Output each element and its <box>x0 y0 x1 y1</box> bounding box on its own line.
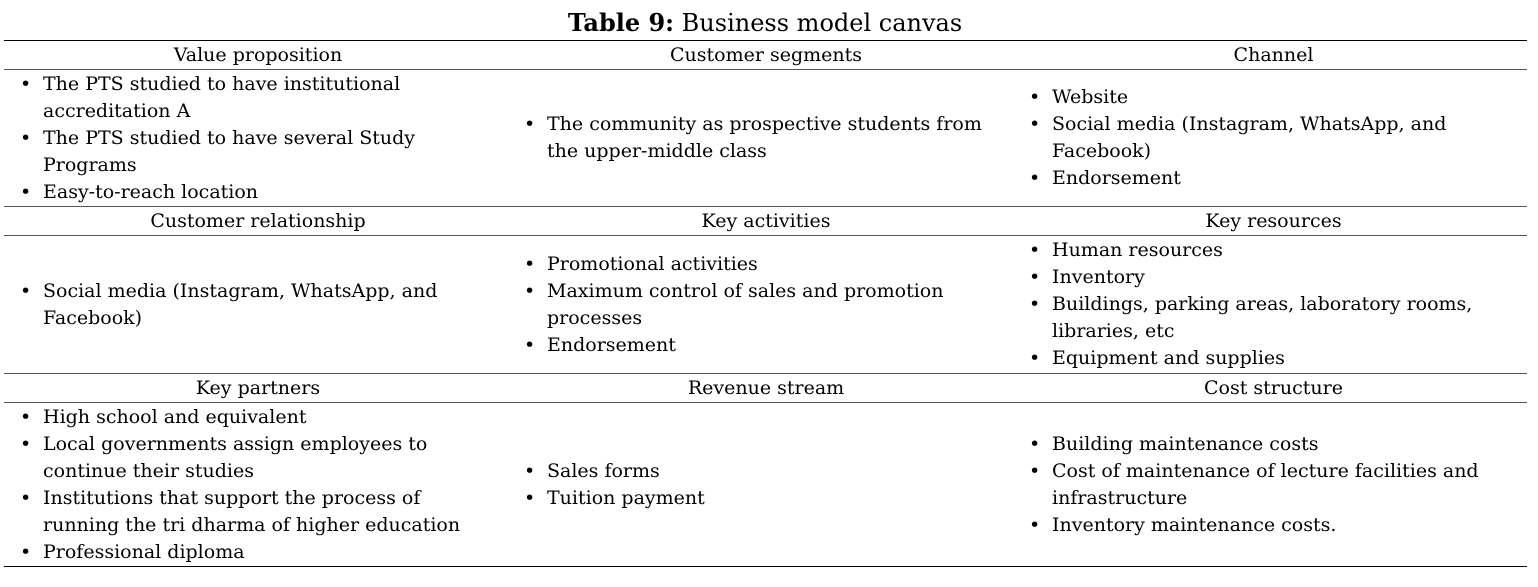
table-cell <box>1052 236 1523 373</box>
table-cell <box>547 70 1016 206</box>
list-item <box>547 332 1016 359</box>
list-item-text: Endorsement <box>1052 167 1181 189</box>
table-caption <box>0 8 1530 38</box>
list-item-text: infrastructure <box>1052 486 1188 509</box>
bullet-list <box>547 111 1016 165</box>
list-item-text: Local governments assign employees to <box>43 432 428 455</box>
list-item <box>43 431 508 485</box>
list-item <box>43 71 508 125</box>
list-item-text: Human resources <box>1052 239 1223 261</box>
list-item-text: Professional diploma <box>43 540 245 563</box>
list-item-text: Social media (Instagram, WhatsApp, and <box>43 279 438 302</box>
list-item <box>1052 264 1523 291</box>
table-cell <box>43 236 508 373</box>
list-item-text: Promotional activities <box>547 252 758 275</box>
list-item-text: Facebook) <box>1052 140 1152 162</box>
bullet-list <box>1052 237 1523 372</box>
bullet-list <box>1052 431 1523 539</box>
list-item-text: Buildings, parking areas, laboratory rooms, <box>1052 293 1473 315</box>
list-item <box>1052 458 1523 512</box>
bullet-list <box>547 458 1016 512</box>
list-item-text: Facebook) <box>43 306 143 329</box>
list-item <box>1052 512 1523 539</box>
column-header: Key resources <box>1205 210 1342 232</box>
list-item <box>547 278 1016 332</box>
list-item-text: continue their studies <box>43 459 254 482</box>
list-item <box>1052 291 1523 345</box>
list-item-text: High school and equivalent <box>43 405 307 428</box>
list-item-text: the upper-middle class <box>547 140 767 162</box>
column-header: Value proposition <box>173 44 343 66</box>
list-item-text: processes <box>547 306 643 329</box>
list-item <box>1052 84 1523 111</box>
caption-label: Table 9: <box>567 8 675 37</box>
list-item <box>547 458 1016 485</box>
list-item-text: Tuition payment <box>547 486 705 509</box>
table-cell <box>547 403 1016 566</box>
list-item <box>1052 345 1523 372</box>
bullet-list <box>547 251 1016 359</box>
bullet-list <box>1052 84 1523 192</box>
list-item-text: Institutions that support the process of <box>43 486 421 509</box>
list-item <box>547 485 1016 512</box>
list-item-text: accreditation A <box>43 99 191 122</box>
caption-title: Business model canvas <box>681 9 963 37</box>
list-item-text: Cost of maintenance of lecture facilities and <box>1052 459 1479 482</box>
bullet-list <box>43 278 508 332</box>
column-header: Customer relationship <box>150 210 366 232</box>
column-header: Key activities <box>701 210 831 232</box>
bullet-list <box>43 404 508 566</box>
column-header: Customer segments <box>669 44 863 66</box>
list-item-text: Endorsement <box>547 333 676 356</box>
list-item-text: running the tri dharma of higher education <box>43 513 461 536</box>
list-item-text: Building maintenance costs <box>1052 432 1319 455</box>
table-rule <box>4 40 1527 41</box>
table-cell <box>43 70 508 206</box>
list-item <box>43 485 508 539</box>
table-cell <box>43 403 508 566</box>
list-item <box>1052 165 1523 192</box>
column-header: Channel <box>1233 44 1314 66</box>
table-rule <box>4 373 1527 374</box>
list-item-text: Easy-to-reach location <box>43 180 259 203</box>
list-item-text: libraries, etc <box>1052 320 1175 342</box>
table-rule <box>4 566 1527 567</box>
column-header: Key partners <box>195 377 321 399</box>
table-cell <box>1052 70 1523 206</box>
table-rule <box>4 206 1527 207</box>
list-item <box>1052 431 1523 458</box>
list-item-text: Inventory maintenance costs. <box>1052 513 1337 536</box>
table-cell <box>1052 403 1523 566</box>
list-item <box>43 179 508 206</box>
list-item-text: Website <box>1052 86 1129 108</box>
list-item-text: The PTS studied to have institutional <box>43 72 401 95</box>
list-item <box>43 278 508 332</box>
bullet-list <box>43 71 508 206</box>
list-item-text: Maximum control of sales and promotion <box>547 279 944 302</box>
list-item-text: Inventory <box>1052 266 1145 288</box>
list-item <box>547 251 1016 278</box>
list-item <box>43 125 508 179</box>
list-item <box>1052 111 1523 165</box>
list-item-text: The community as prospective students from <box>547 113 982 135</box>
column-header: Cost structure <box>1204 377 1343 399</box>
list-item-text: Equipment and supplies <box>1052 347 1285 369</box>
list-item <box>43 404 508 431</box>
table-cell <box>547 236 1016 373</box>
list-item-text: Sales forms <box>547 459 660 482</box>
list-item-text: The PTS studied to have several Study <box>43 126 415 149</box>
list-item <box>547 111 1016 165</box>
list-item-text: Programs <box>43 153 137 176</box>
column-header: Revenue stream <box>687 377 845 399</box>
list-item <box>1052 237 1523 264</box>
list-item <box>43 539 508 566</box>
list-item-text: Social media (Instagram, WhatsApp, and <box>1052 113 1447 135</box>
